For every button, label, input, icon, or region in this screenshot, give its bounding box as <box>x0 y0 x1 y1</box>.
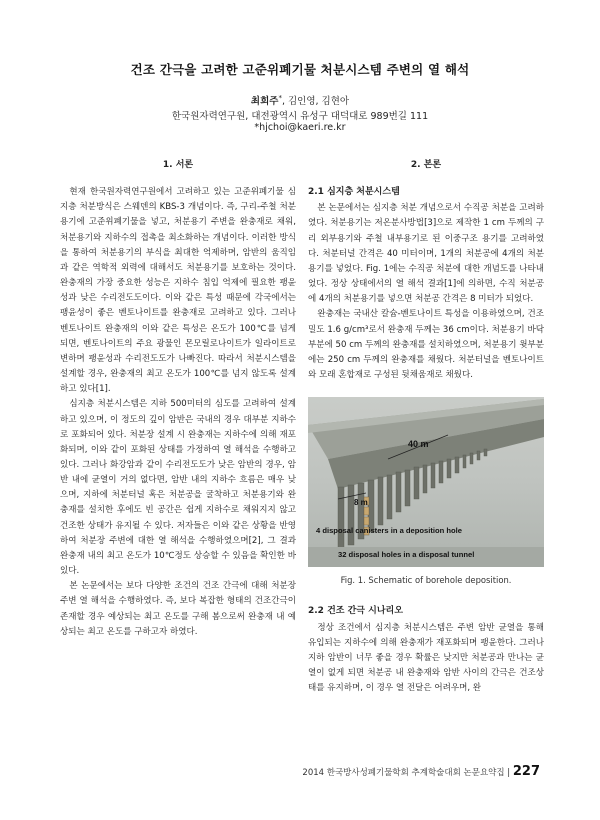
disposal-paragraph-1: 본 논문에서는 심지층 처분 개념으로서 수직공 처분을 고려하였다. 처분용기는 저온분사방법[3]으로 제작한 1 cm 두께의 구리 외부용기와 주철 내부용기로 된 이중구조 용기를 고려하였다. 처분터널 간격은 40 미터이며, 1개의 처분공에 4개의 처분용기를 넣었다. Fig. 1에는 수직공 처분에 대한 개념도를 나타내었다. 정상 상태에서의 열 해석 결과[1]에 의하면, 수직 처분공에 4개의 처분용기를 넣으면 처분공 간격은 8 미터가 되었다. <box>308 203 544 305</box>
label-canisters: 4 disposal canisters in a deposition hole <box>316 526 463 536</box>
co-authors: , 김인영, 김현아 <box>281 96 350 107</box>
author-email: *hjchoi@kaeri.re.kr <box>254 122 346 133</box>
subsection-heading-disposal-system: 2.1 심지층 처분시스템 <box>308 187 400 198</box>
left-column <box>60 158 296 640</box>
lead-author: 최희주 <box>250 96 279 107</box>
figure-caption: Fig. 1. Schematic of borehole deposition. <box>340 575 512 586</box>
intro-paragraph-1: 현재 한국원자력연구원에서 고려하고 있는 고준위폐기물 심지층 처분방식은 스웨덴의 KBS-3 개념이다. 즉, 구리-주철 처분용기에 고준위폐기물을 넣고, 처분용기 주변을 완충재로 채워, 처분용기와 지하수의 접촉을 최소화하는 개념이다. 이러한 방식을 통하여 처분용기의 부식을 최대한 억제하며, 암반의 움직임과 같은 역학적 외력에 대해서도 처분용기를 보호하는 것이다. 완충재의 가장 중요한 성능은 지하수 침입 억제에 필요한 팽윤성과 낮은 수리전도도이다. 이와 같은 특성 때문에 각국에서는 팽윤성이 좋은 벤토나이트를 완충재로 고려하고 있다. 그러나 벤토나이트 완충재의 이와 같은 특성은 온도가 100℃를 넘게 되면, 벤토나이트의 주요 광물인 몬모릴로나이트가 일라이트로 변하며 팽윤성과 수리전도도가 나빠진다. 따라서 처분시스템을 설계할 경우, 완충재의 최고 온도가 100℃를 넘지 않도록 설계하고 있다[1]. <box>60 187 296 395</box>
intro-paragraph-2: 심지층 처분시스템은 지하 500미터의 심도를 고려하여 설계하고 있으며, 이 정도의 깊이 암반은 국내의 경우 대부분 지하수로 포화되어 있다. 처분장 설계 시 완충재는 지하수에 의해 재포화되며, 이와 같이 포화된 상태를 가정하여 열 해석을 수행하고 있다. 그러나 화강암과 같이 수리전도도가 낮은 암반의 경우, 암반 내에 균열이 거의 없다면, 암반 내의 지하수 흐름은 매우 낮으며, 지하에 처분터널 혹은 처분공을 굴착하고 처분용기와 완충재를 설치한 후에도 빈 공간은 쉽게 지하수로 채워지지 않고 건조한 상태가 유지될 수 있다. 저자들은 이와 같은 상황을 반영하여 처분장 주변에 대한 열 해석을 수행하였으며[2], 그 결과 완충재 내의 최고 온도가 10℃정도 상승할 수 있음을 확인한 바 있다. <box>60 399 296 577</box>
dry-gap-paragraph-1: 정상 조건에서 심지층 처분시스템은 주변 암반 균열을 통해 유입되는 지하수에 의해 완충재가 재포화되며 팽윤한다. 그러나 지하 암반이 너무 좋을 경우 확률은 낮지만 처분공과 만나는 균열이 없게 되면 처분공 내 완충재와 암반 사이의 간극은 건조상태를 유지하며, 이 경우 열 전달은 어려우며, 완 <box>308 622 544 694</box>
subsection-heading-dry-gap: 2.2 건조 간극 시나리오 <box>308 606 403 617</box>
corresponding-mark: * <box>278 93 282 102</box>
intro-paragraph-3: 본 논문에서는 보다 다양한 조건의 건조 간극에 대해 처분장 주변 열 해석을 수행하였다. 즉, 보다 복잡한 형태의 건조간극이 존재할 경우 예상되는 최고 온도를 구해 봄으로써 완충재 내 예상되는 최고 온도를 구하고자 하였다. <box>60 581 296 637</box>
section-heading-introduction: 1. 서론 <box>162 160 194 170</box>
page-number: 227 <box>512 764 540 779</box>
label-holes: 32 disposal holes in a disposal tunnel <box>338 550 475 560</box>
right-column <box>308 158 544 696</box>
section-heading-main: 2. 본론 <box>410 160 442 170</box>
page-footer <box>302 764 540 779</box>
label-40m: 40 m <box>408 439 429 450</box>
label-8m: 8 m <box>354 498 368 508</box>
tunnel-schematic-illustration <box>308 397 544 567</box>
paper-title: 건조 간극을 고려한 고준위폐기물 처분시스템 주변의 열 해석 <box>130 62 470 77</box>
author-line <box>0 93 600 107</box>
disposal-paragraph-2: 완충재는 국내산 칼슘-벤토나이트 특성을 이용하였으며, 건조밀도 1.6 g/cm³로서 완충재 두께는 36 cm이다. 처분용기 바닥부분에 50 cm 두께의 완충재를 설치하였으며, 처분용기 윗부분에는 250 cm 두께의 완충재를 채웠다. 처분터널을 벤토나이트와 모래 혼합재로 구성된 뒷채움재로 채웠다. <box>308 309 544 381</box>
affiliation: 한국원자력연구원, 대전광역시 유성구 대덕대로 989번길 111 <box>171 111 429 122</box>
footer-text: 2014 한국방사성폐기물학회 추계학술대회 논문요약집 | <box>302 768 511 778</box>
figure-borehole-deposition <box>308 397 544 567</box>
